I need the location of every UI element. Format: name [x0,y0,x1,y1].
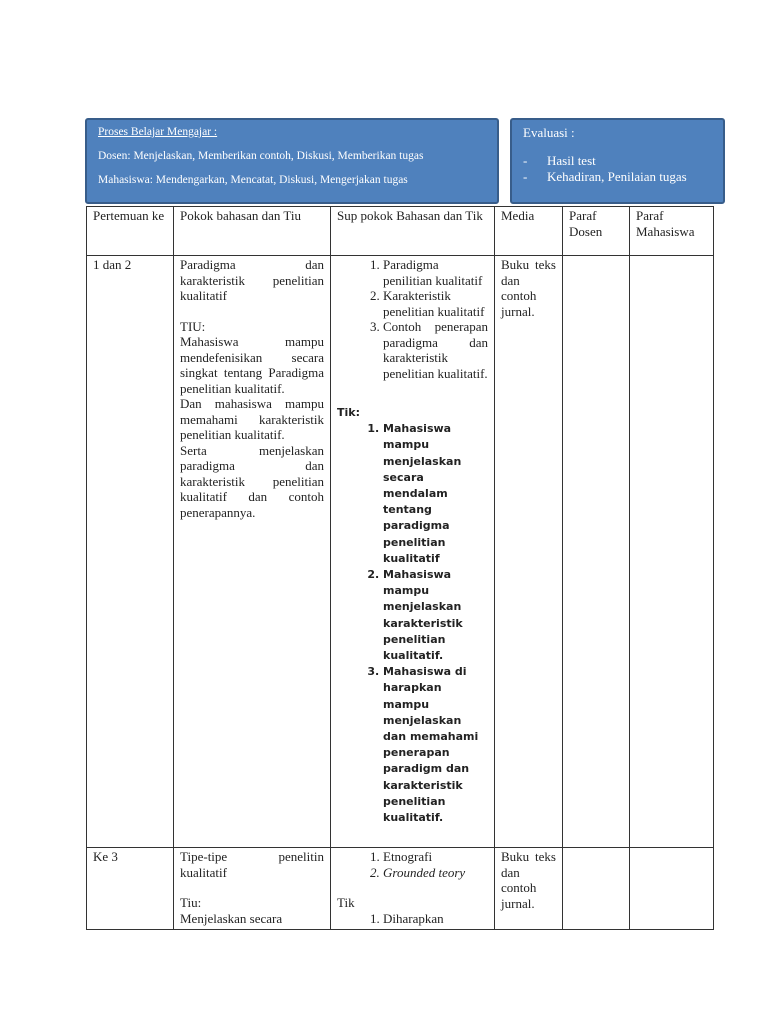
evaluation-title: Evaluasi : [523,125,575,140]
pokok-title: Tipe-tipe penelitin kualitatif [180,849,324,880]
dosen-activities: Dosen: Menjelaskan, Memberikan contoh, Diskusi, Memberikan tugas [98,150,424,162]
cell-media: Buku teks dan contoh jurnal. [495,256,563,848]
list-item: 1. Mahasiswa mampu menjelaskan secara mendalam tentang paradigma penelitian kualitatif [383,421,488,567]
header-paraf-mahasiswa: Paraf Mahasiswa [630,207,714,256]
evaluation-box [510,118,725,204]
table-row [87,848,714,930]
pokok-title: Paradigma dan karakteristik penelitian kualitatif [180,257,324,303]
table-header-row [87,207,714,256]
list-item: 2. Mahasiswa mampu menjelaskan karakteristik penelitian kualitatif. [383,567,488,664]
cell-paraf-mahasiswa [630,848,714,930]
tik-list [337,911,488,927]
list-item: 1. Paradigma penilitian kualitatif [383,257,488,288]
tiu-text: Menjelaskan secara [180,910,283,926]
tiu-label: Tiu: [180,895,202,910]
list-item: 2. Karakteristik penelitian kualitatif [383,288,488,319]
cell-pokok-bahasan [174,256,331,848]
tik-label: Tik [337,895,355,910]
sup-list [337,849,488,880]
header-pokok-bahasan: Pokok bahasan dan Tiu [174,207,331,256]
evaluation-item: - Kehadiran, Penilaian tugas [523,169,687,184]
cell-sup-pokok [331,848,495,930]
list-item: 1. Diharapkan [383,911,488,927]
cell-paraf-mahasiswa [630,256,714,848]
cell-pokok-bahasan [174,848,331,930]
tik-list [337,421,488,826]
teaching-process-title: Proses Belajar Mengajar : [98,126,218,138]
tiu-text: Mahasiswa mampu mendefenisikan secara singkat tentang Paradigma penelitian kualitatif. [180,334,324,396]
header-sup-pokok: Sup pokok Bahasan dan Tik [331,207,495,256]
list-item: 2. Grounded teory [383,865,488,881]
list-item: 3. Contoh penerapan paradigma dan karakteristik penelitian kualitatif. [383,319,488,381]
cell-pertemuan: 1 dan 2 [87,256,174,848]
cell-paraf-dosen [563,848,630,930]
table-row [87,256,714,848]
tiu-text: Serta menjelaskan paradigma dan karakteristik penelitian kualitatif dan contoh penerapannya. [180,442,324,520]
teaching-process-box [85,118,499,204]
sup-list [337,257,488,381]
list-item: 3. Mahasiswa di harapkan mampu menjelaskan dan memahami penerapan paradigm dan karakteristik penelitian kualitatif. [383,664,488,826]
cell-paraf-dosen [563,256,630,848]
header-media: Media [495,207,563,256]
header-paraf-dosen: Paraf Dosen [563,207,630,256]
header-pertemuan: Pertemuan ke [87,207,174,256]
cell-media: Buku teks dan contoh jurnal. [495,848,563,930]
lesson-plan-table [86,206,714,930]
cell-pertemuan: Ke 3 [87,848,174,930]
tiu-label: TIU: [180,318,206,334]
mahasiswa-activities: Mahasiswa: Mendengarkan, Mencatat, Diskusi, Mengerjakan tugas [98,174,408,186]
tik-label: Tik: [337,406,360,419]
tiu-text: Dan mahasiswa mampu memahami karakteristik penelitian kualitatif. [180,396,324,442]
evaluation-item: - Hasil test [523,153,596,168]
cell-sup-pokok [331,256,495,848]
list-item: 1. Etnografi [383,849,488,865]
